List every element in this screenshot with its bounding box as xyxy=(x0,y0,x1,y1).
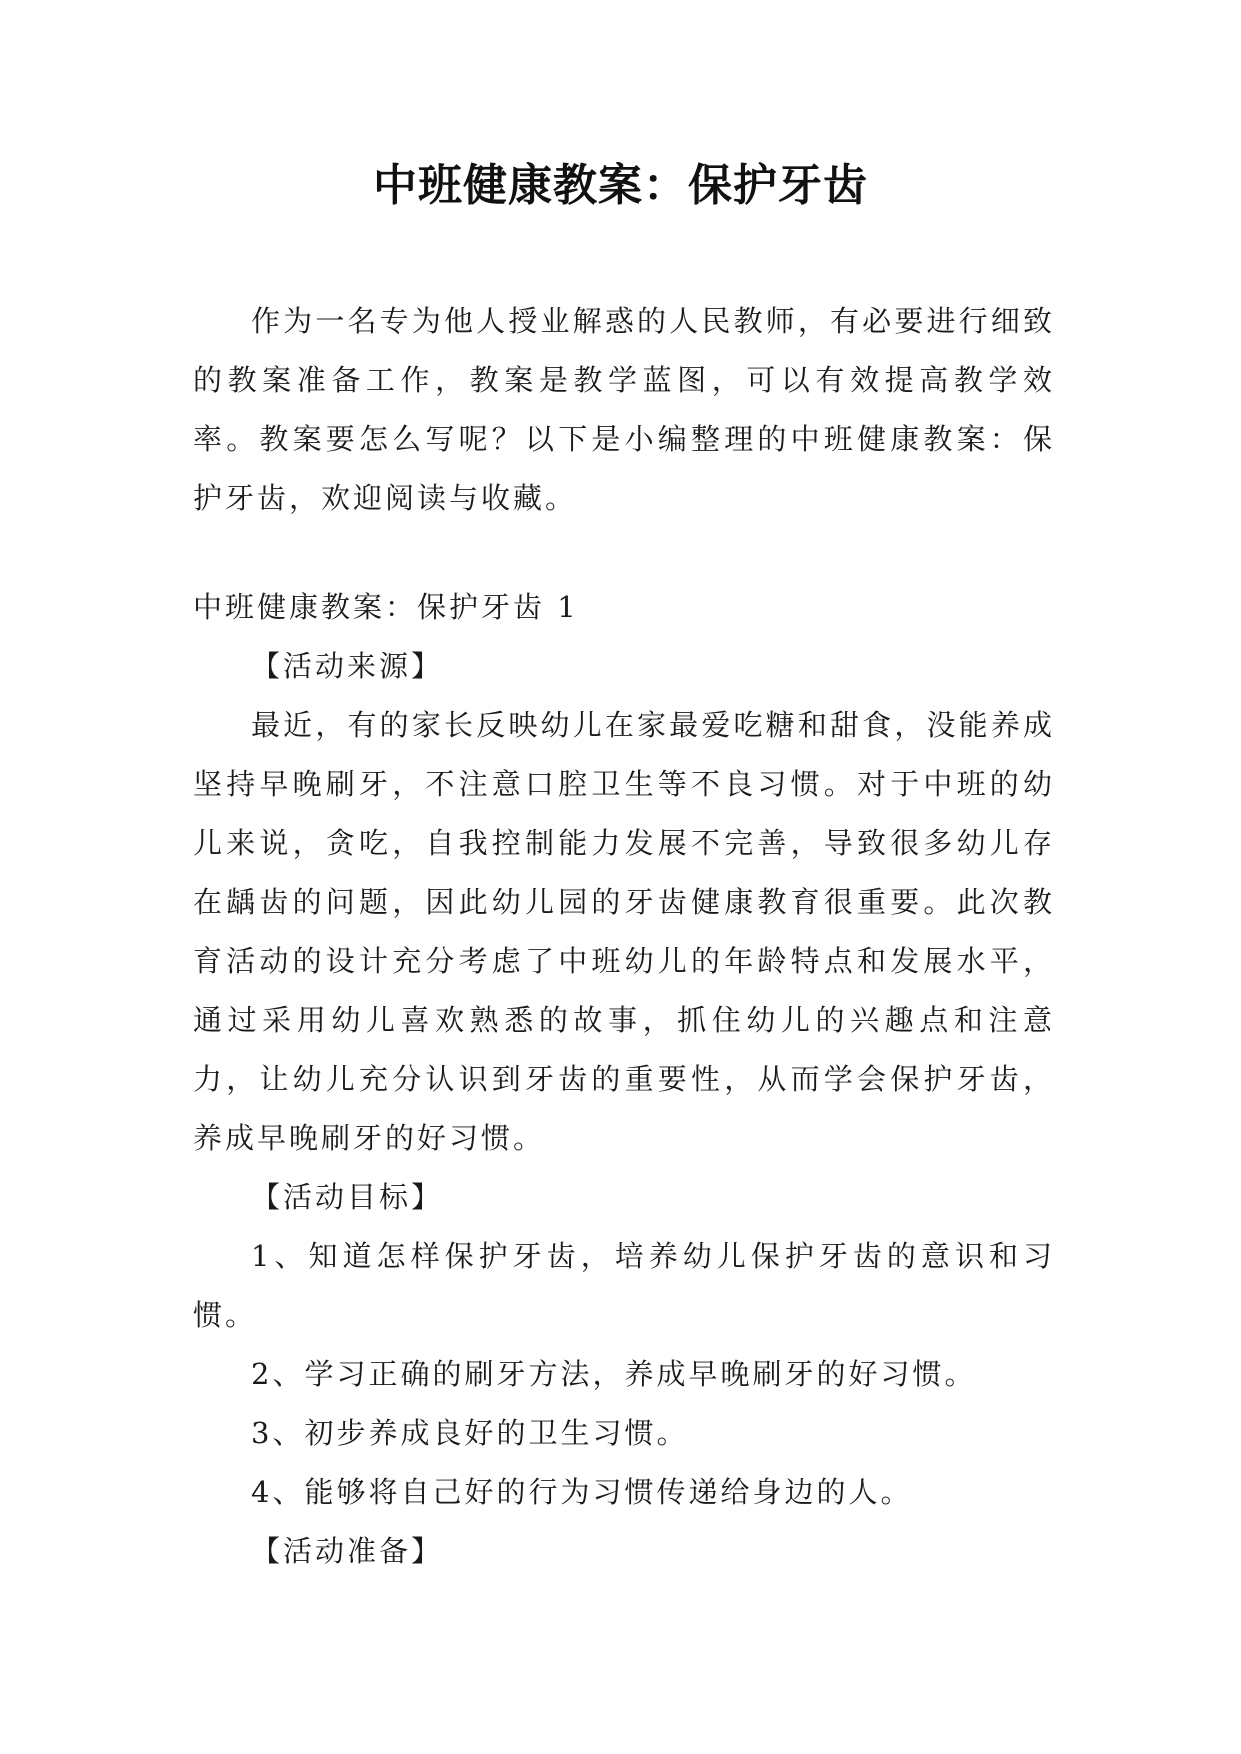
spacer xyxy=(193,528,1055,578)
goal-item-3: 3、初步养成良好的卫生习惯。 xyxy=(251,1416,689,1450)
document-title: 中班健康教案：保护牙齿 xyxy=(373,160,868,211)
goal-item-2: 2、学习正确的刷牙方法，养成早晚刷牙的好习惯。 xyxy=(251,1357,977,1391)
heading-activity-goals: 【活动目标】 xyxy=(251,1180,444,1214)
goal-item-4: 4、能够将自己好的行为习惯传递给身边的人。 xyxy=(251,1475,913,1509)
section-title: 中班健康教案：保护牙齿 1 xyxy=(193,590,579,624)
goal-item-1: 1、知道怎样保护牙齿，培养幼儿保护牙齿的意识和习惯。 xyxy=(193,1239,1055,1332)
heading-activity-source: 【活动来源】 xyxy=(251,649,444,683)
activity-source-paragraph: 最近，有的家长反映幼儿在家最爱吃糖和甜食，没能养成坚持早晚刷牙，不注意口腔卫生等不良习惯。对于中班的幼儿来说，贪吃，自我控制能力发展不完善，导致很多幼儿存在龋齿的问题，因此幼儿园的牙齿健康教育很重要。此次教育活动的设计充分考虑了中班幼儿的年龄特点和发展水平，通过采用幼儿喜欢熟悉的故事，抓住幼儿的兴趣点和注意力，让幼儿充分认识到牙齿的重要性，从而学会保护牙齿，养成早晚刷牙的好习惯。 xyxy=(193,708,1055,1155)
document-body xyxy=(193,292,1055,1581)
intro-paragraph: 作为一名专为他人授业解惑的人民教师，有必要进行细致的教案准备工作，教案是教学蓝图，可以有效提高教学效率。教案要怎么写呢？以下是小编整理的中班健康教案：保护牙齿，欢迎阅读与收藏。 xyxy=(193,304,1055,515)
heading-activity-preparation: 【活动准备】 xyxy=(251,1534,444,1568)
